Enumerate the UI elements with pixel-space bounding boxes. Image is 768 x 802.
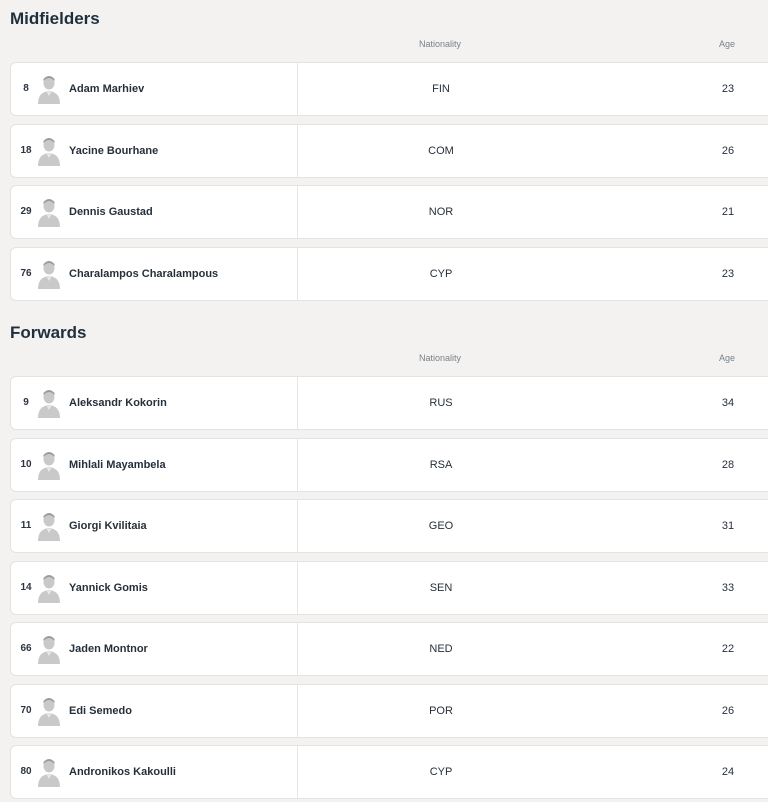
- player-silhouette-icon: [37, 757, 61, 787]
- player-row[interactable]: [10, 124, 768, 178]
- player-row[interactable]: [10, 561, 768, 615]
- player-name[interactable]: Dennis Gaustad: [69, 206, 153, 218]
- column-divider: [297, 248, 298, 300]
- player-row[interactable]: [10, 684, 768, 738]
- age-column-header: Age: [718, 39, 735, 49]
- player-silhouette-icon: [37, 259, 61, 289]
- shirt-number: 10: [20, 459, 32, 470]
- player-nationality: CYP: [429, 268, 453, 280]
- player-row[interactable]: [10, 247, 768, 301]
- column-divider: [297, 623, 298, 675]
- player-name[interactable]: Giorgi Kvilitaia: [69, 520, 147, 532]
- player-nationality: NOR: [428, 206, 454, 218]
- player-name[interactable]: Adam Marhiev: [69, 83, 145, 95]
- player-row[interactable]: [10, 438, 768, 492]
- player-age: 31: [721, 520, 735, 532]
- column-divider: [297, 377, 298, 429]
- player-age: 21: [721, 206, 735, 218]
- player-name[interactable]: Mihlali Mayambela: [69, 459, 166, 471]
- player-name[interactable]: Aleksandr Kokorin: [69, 397, 167, 409]
- player-silhouette-icon: [37, 74, 61, 104]
- player-name[interactable]: Edi Semedo: [69, 705, 132, 717]
- column-divider: [297, 186, 298, 238]
- section-title: Forwards: [10, 323, 87, 342]
- player-name[interactable]: Jaden Montnor: [69, 643, 148, 655]
- player-nationality: GEO: [428, 520, 454, 532]
- section-title: Midfielders: [10, 9, 100, 28]
- player-row[interactable]: [10, 62, 768, 116]
- player-row[interactable]: [10, 745, 768, 799]
- player-nationality: POR: [429, 705, 453, 717]
- shirt-number: 80: [20, 766, 32, 777]
- player-age: 23: [721, 83, 735, 95]
- player-name[interactable]: Yannick Gomis: [69, 582, 148, 594]
- player-silhouette-icon: [37, 388, 61, 418]
- nationality-column-header: Nationality: [418, 39, 462, 49]
- player-silhouette-icon: [37, 634, 61, 664]
- player-age: 33: [721, 582, 735, 594]
- column-divider: [297, 125, 298, 177]
- player-silhouette-icon: [37, 450, 61, 480]
- player-name[interactable]: Andronikos Kakoulli: [69, 766, 176, 778]
- shirt-number: 76: [20, 268, 32, 279]
- shirt-number: 66: [20, 643, 32, 654]
- column-divider: [297, 63, 298, 115]
- column-divider: [297, 685, 298, 737]
- column-divider: [297, 439, 298, 491]
- shirt-number: 8: [23, 83, 29, 94]
- player-nationality: FIN: [432, 83, 450, 95]
- shirt-number: 9: [23, 397, 29, 408]
- shirt-number: 11: [20, 520, 32, 531]
- shirt-number: 18: [20, 145, 32, 156]
- player-row[interactable]: [10, 185, 768, 239]
- player-nationality: SEN: [429, 582, 453, 594]
- player-age: 26: [721, 705, 735, 717]
- player-nationality: NED: [429, 643, 453, 655]
- player-age: 23: [721, 268, 735, 280]
- column-divider: [297, 562, 298, 614]
- player-silhouette-icon: [37, 696, 61, 726]
- column-divider: [297, 500, 298, 552]
- player-row[interactable]: [10, 376, 768, 430]
- shirt-number: 29: [20, 206, 32, 217]
- player-nationality: COM: [428, 145, 454, 157]
- player-row[interactable]: [10, 499, 768, 553]
- player-nationality: CYP: [429, 766, 453, 778]
- player-silhouette-icon: [37, 511, 61, 541]
- player-age: 34: [721, 397, 735, 409]
- player-age: 24: [721, 766, 735, 778]
- player-age: 26: [721, 145, 735, 157]
- shirt-number: 14: [20, 582, 32, 593]
- player-silhouette-icon: [37, 197, 61, 227]
- player-silhouette-icon: [37, 573, 61, 603]
- nationality-column-header: Nationality: [418, 353, 462, 363]
- shirt-number: 70: [20, 705, 32, 716]
- column-divider: [297, 746, 298, 798]
- player-nationality: RUS: [429, 397, 453, 409]
- player-silhouette-icon: [37, 136, 61, 166]
- player-nationality: RSA: [429, 459, 453, 471]
- player-age: 28: [721, 459, 735, 471]
- player-name[interactable]: Yacine Bourhane: [69, 145, 159, 157]
- player-age: 22: [721, 643, 735, 655]
- age-column-header: Age: [718, 353, 735, 363]
- player-name[interactable]: Charalampos Charalampous: [69, 268, 219, 280]
- player-row[interactable]: [10, 622, 768, 676]
